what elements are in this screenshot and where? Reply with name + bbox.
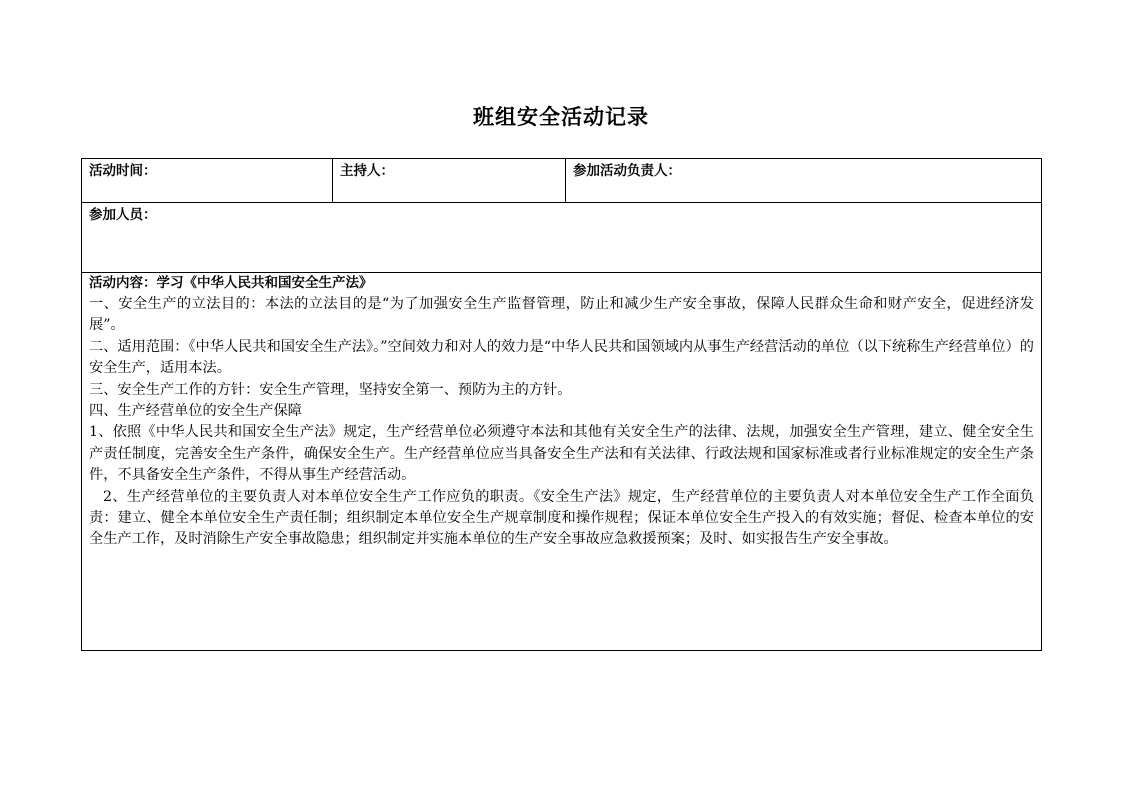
participants-cell[interactable] [82,203,1042,273]
host-label: 主持人： [340,163,394,179]
paragraph-scope: 二、适用范围：《中华人民共和国安全生产法》。”空间效力和对人的效力是“中华人民共和国领域内从事生产经营活动的单位（以下统称生产经营单位）的安全生产，适用本法。 [89,338,1034,377]
participants-row [82,203,1042,273]
participants-label: 参加人员： [89,207,157,223]
header-row [82,159,1042,203]
content-row [82,273,1042,651]
leader-label: 参加活动负责人： [573,163,681,179]
content-heading: 活动内容：学习《中华人民共和国安全生产法》 [89,275,373,291]
document-title: 班组安全活动记录 [473,105,649,129]
activity-time-label: 活动时间： [89,163,157,179]
paragraph-purpose: 一、安全生产的立法目的：本法的立法目的是“为了加强安全生产监督管理，防止和减少生产安全事故，保障人民群众生命和财产安全，促进经济发展”。 [89,296,1034,334]
paragraph-item-2: 2、生产经营单位的主要负责人对本单位安全生产工作应负的职责。《安全生产法》规定，生产经营单位的主要负责人对本单位安全生产工作全面负责：建立、健全本单位安全生产责任制；组织制定本单位安全生产规章制度和操作规程；保证本单位安全生产投入的有效实施；督促、检查本单位的安全生产工作，及时消除生产安全事故隐患；组织制定并实施本单位的生产安全事故应急救援预案；及时、如实报告生产安全事故。 [89,488,1034,548]
host-cell[interactable] [333,159,566,203]
content-cell [82,273,1042,651]
leader-cell[interactable] [566,159,1042,203]
activity-time-cell[interactable] [82,159,333,203]
paragraph-item-1: 1、依照《中华人民共和国安全生产法》规定，生产经营单位必须遵守本法和其他有关安全生产的法律、法规，加强安全生产管理，建立、健全安全生产责任制度，完善安全生产条件，确保安全生产。生产经营单位应当具备安全生产法和有关法律、行政法规和国家标准或者行业标准规定的安全生产条件，不具备安全生产条件，不得从事生产经营活动。 [89,424,1034,484]
paragraph-policy: 三、安全生产工作的方针：安全生产管理，坚持安全第一、预防为主的方针。 [89,381,572,398]
activity-record-table [81,158,1042,651]
paragraph-guarantee-heading: 四、生产经营单位的安全生产保障 [89,403,302,420]
